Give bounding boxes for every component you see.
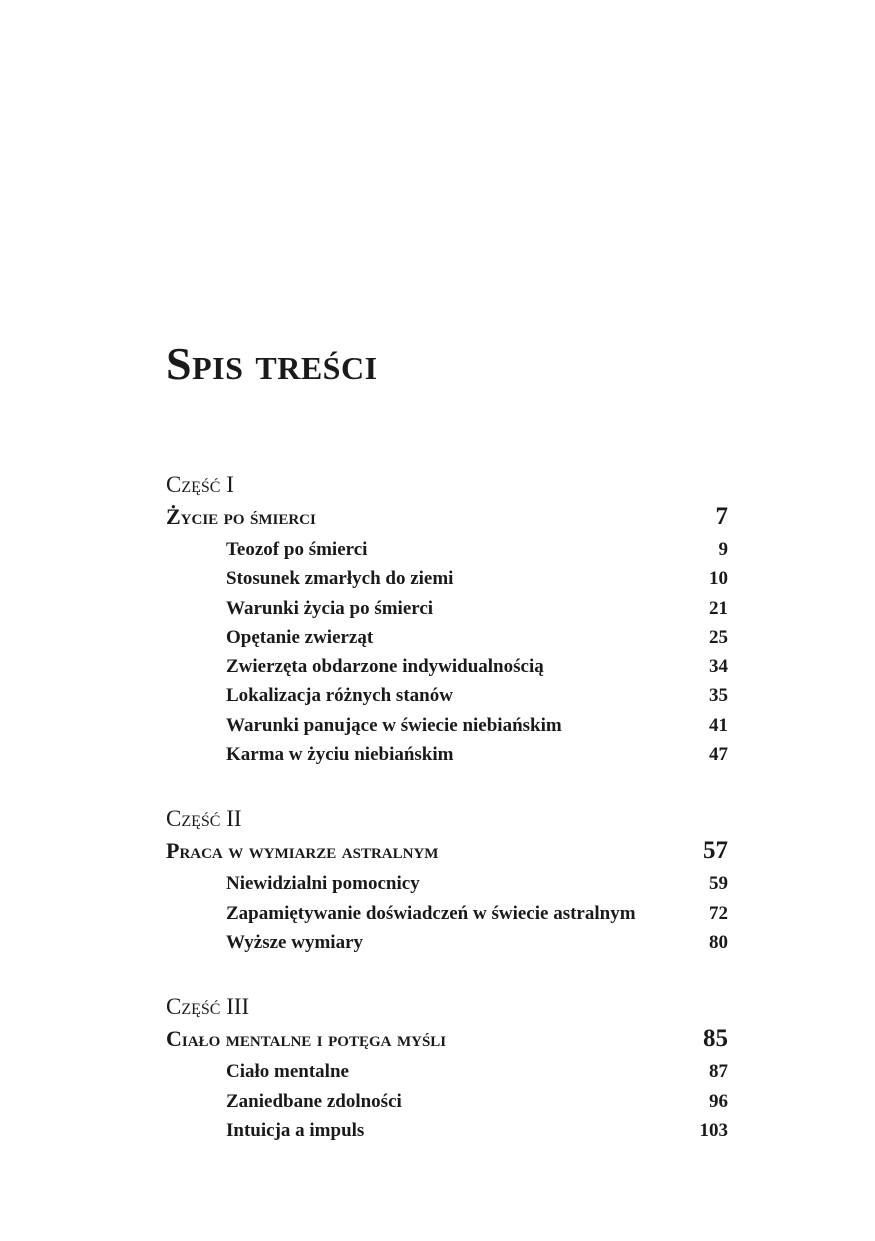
part-heading-page-number: 57 (703, 837, 728, 865)
toc-entry-title: Lokalizacja różnych stanów (226, 685, 453, 707)
toc-entry[interactable] (166, 1057, 728, 1086)
toc-entry[interactable] (166, 652, 728, 681)
toc-entry-page-number: 41 (709, 714, 728, 736)
toc-entry-page-number: 87 (709, 1061, 728, 1083)
toc-entry[interactable] (166, 564, 728, 593)
toc-entry-page-number: 59 (709, 873, 728, 895)
toc-entry[interactable] (166, 681, 728, 710)
toc-entry-page-number: 80 (709, 931, 728, 953)
toc-entry-title: Warunki panujące w świecie niebiańskim (226, 714, 562, 736)
part-label: Część III (166, 994, 250, 1020)
toc-entry-page-number: 47 (709, 744, 728, 766)
toc-entry-title: Intuicja a impuls (226, 1119, 365, 1141)
part-heading-title: Praca w wymiarze astralnym (166, 838, 439, 864)
part-heading-page-number: 85 (703, 1025, 728, 1053)
toc-part-1 (166, 470, 728, 769)
toc-entry[interactable] (166, 1087, 728, 1116)
toc-entry[interactable] (166, 899, 728, 928)
part-heading-page-number: 7 (715, 503, 728, 530)
toc-entry-title: Warunki życia po śmierci (226, 597, 434, 619)
toc-entry-title: Opętanie zwierząt (226, 626, 374, 648)
toc-entry-page-number: 25 (709, 626, 728, 648)
part-heading-title: Ciało mentalne i potęga myśli (166, 1026, 447, 1052)
part-heading[interactable] (166, 500, 728, 534)
toc-entry[interactable] (166, 535, 728, 564)
toc-entry-page-number: 96 (709, 1090, 728, 1112)
toc-entry[interactable] (166, 594, 728, 623)
toc-entry-page-number: 21 (709, 597, 728, 619)
toc-entry-title: Karma w życiu niebiańskim (226, 744, 454, 766)
toc-entry-page-number: 9 (718, 539, 728, 560)
toc-entry-page-number: 103 (699, 1119, 728, 1141)
toc-entry-title: Zwierzęta obdarzone indywidualnością (226, 656, 544, 678)
toc-entry-title: Wyższe wymiary (226, 931, 363, 953)
toc-entry-page-number: 10 (709, 568, 728, 590)
table-of-contents (166, 470, 728, 1180)
part-heading[interactable] (166, 1022, 728, 1056)
toc-entry-title: Zapamiętywanie doświadczeń w świecie astralnym (226, 902, 636, 924)
toc-entry[interactable] (166, 1116, 728, 1145)
toc-entry[interactable] (166, 869, 728, 898)
toc-entry-title: Zaniedbane zdolności (226, 1090, 402, 1112)
page-title: Spis treści (166, 337, 378, 389)
toc-entry-page-number: 35 (709, 685, 728, 707)
part-label: Część II (166, 806, 242, 832)
toc-entry-page-number: 34 (709, 656, 728, 678)
toc-entry[interactable] (166, 928, 728, 957)
toc-entry[interactable] (166, 740, 728, 769)
toc-entry[interactable] (166, 623, 728, 652)
part-heading[interactable] (166, 834, 728, 868)
toc-entry-page-number: 72 (709, 902, 728, 924)
toc-part-3 (166, 992, 728, 1145)
toc-entry-title: Stosunek zmarłych do ziemi (226, 568, 454, 590)
toc-entry-title: Ciało mentalne (226, 1061, 349, 1083)
part-heading-title: Życie po śmierci (166, 504, 316, 529)
toc-entry-title: Teozof po śmierci (226, 539, 368, 560)
part-label: Część I (166, 472, 234, 497)
toc-entry-title: Niewidzialni pomocnicy (226, 873, 420, 895)
toc-part-2 (166, 804, 728, 957)
toc-entry[interactable] (166, 711, 728, 740)
